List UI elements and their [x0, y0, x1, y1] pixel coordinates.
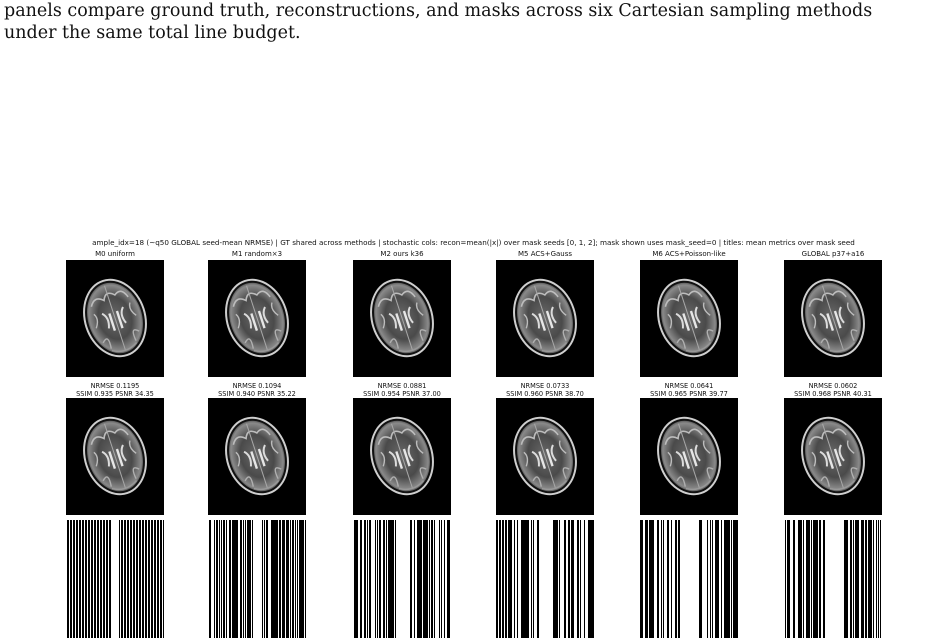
- nrmse-value: NRMSE 0.0881: [377, 382, 427, 390]
- method-column: [66, 248, 164, 638]
- reconstruction-image: [66, 398, 164, 515]
- sampling-mask-image: [353, 520, 451, 638]
- method-label: M5 ACS+Gauss: [517, 250, 573, 258]
- ground-truth-image: [208, 260, 306, 377]
- caption-line-2: under the same total line budget.: [4, 23, 301, 43]
- reconstruction-image: [208, 398, 306, 515]
- sampling-mask-image: [640, 520, 738, 638]
- ground-truth-image: [784, 260, 882, 377]
- method-column: [784, 248, 882, 638]
- reconstruction-image: [784, 398, 882, 515]
- reconstruction-image: [640, 398, 738, 515]
- ssim-psnr-value: SSIM 0.935 PSNR 34.35: [76, 390, 154, 398]
- metric-text: [640, 380, 738, 398]
- method-column: [353, 248, 451, 638]
- method-label: M1 random×3: [231, 250, 283, 258]
- reconstruction-image: [496, 398, 594, 515]
- method-column: [496, 248, 594, 638]
- figure-suptitle: ample_idx=18 (~q50 GLOBAL seed-mean NRMSE) | GT shared across methods | stochastic cols: recon=mean(|x|) over mask seeds [0, 1, 2]; mask shown uses mask_seed=0 | titles: mean metrics over mask seed: [92, 238, 855, 247]
- ground-truth-image: [640, 260, 738, 377]
- sampling-mask-image: [66, 520, 164, 638]
- nrmse-value: NRMSE 0.0733: [520, 382, 570, 390]
- sampling-mask-image: [208, 520, 306, 638]
- ssim-psnr-value: SSIM 0.965 PSNR 39.77: [650, 390, 728, 398]
- ssim-psnr-value: SSIM 0.968 PSNR 40.31: [794, 390, 872, 398]
- figure-caption: [4, 0, 944, 44]
- ssim-psnr-value: SSIM 0.954 PSNR 37.00: [363, 390, 441, 398]
- method-label: M2 ours k36: [380, 250, 424, 258]
- sampling-mask-image: [496, 520, 594, 638]
- sampling-mask-image: [784, 520, 882, 638]
- metric-text: [784, 380, 882, 398]
- caption-line-1: panels compare ground truth, reconstructions, and masks across six Cartesian sampling methods: [4, 1, 873, 21]
- ground-truth-image: [353, 260, 451, 377]
- method-column: [208, 248, 306, 638]
- ground-truth-image: [66, 260, 164, 377]
- metric-text: [496, 380, 594, 398]
- reconstruction-image: [353, 398, 451, 515]
- metric-text: [66, 380, 164, 398]
- nrmse-value: NRMSE 0.0641: [664, 382, 714, 390]
- ssim-psnr-value: SSIM 0.940 PSNR 35.22: [218, 390, 296, 398]
- method-label: M0 uniform: [95, 250, 135, 258]
- nrmse-value: NRMSE 0.1195: [90, 382, 140, 390]
- metric-text: [353, 380, 451, 398]
- method-column: [640, 248, 738, 638]
- metric-text: [208, 380, 306, 398]
- ground-truth-image: [496, 260, 594, 377]
- nrmse-value: NRMSE 0.1094: [232, 382, 282, 390]
- ssim-psnr-value: SSIM 0.960 PSNR 38.70: [506, 390, 584, 398]
- method-label: GLOBAL p37+a16: [801, 250, 865, 258]
- nrmse-value: NRMSE 0.0602: [808, 382, 858, 390]
- method-label: M6 ACS+Poisson-like: [652, 250, 726, 258]
